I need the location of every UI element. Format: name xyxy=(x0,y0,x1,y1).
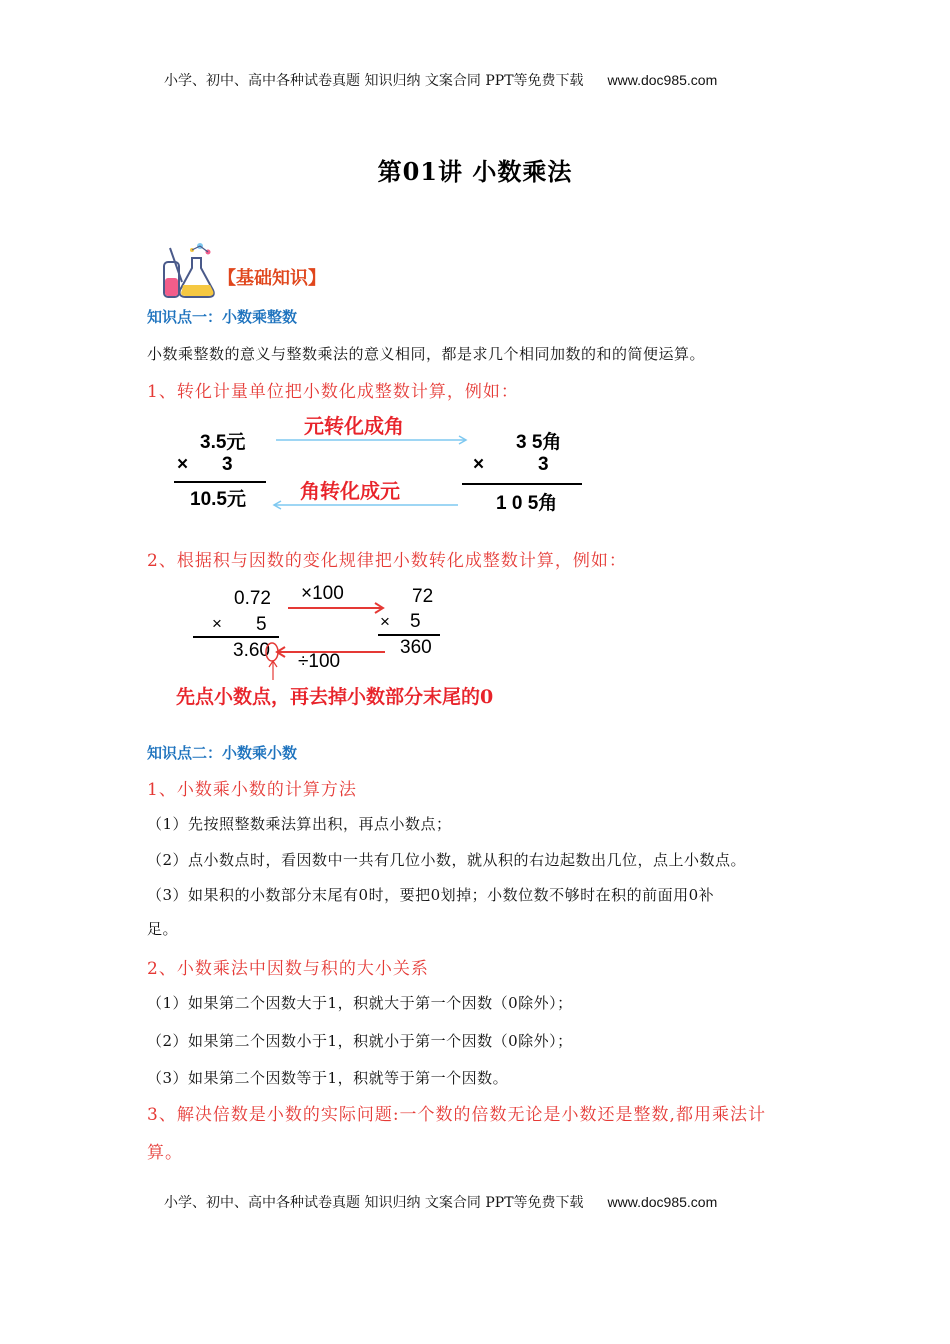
section2-item1-1: （1）先按照整数乘法算出积，再点小数点； xyxy=(147,815,452,833)
section2-point3-cont: 算。 xyxy=(147,1143,183,1163)
section2-point2: 2、小数乘法中因数与积的大小关系 xyxy=(147,959,429,979)
section2-heading: 知识点二：小数乘小数 xyxy=(147,744,298,762)
flask-icon xyxy=(156,238,218,300)
section2-item2-3: （3）如果第二个因数等于1，积就等于第一个因数。 xyxy=(147,1069,509,1087)
section1-intro: 小数乘整数的意义与整数乘法的意义相同，都是求几个相同加数的和的简便运算。 xyxy=(147,345,706,363)
basic-knowledge-badge: 【基础知识】 xyxy=(218,268,326,289)
ex2-right-times: × xyxy=(380,612,390,631)
ex1-left-top: 3.5元 xyxy=(200,432,246,453)
page-header xyxy=(164,70,717,90)
header-text: 小学、初中、高中各种试卷真题 知识归纳 文案合同 PPT等免费下载 xyxy=(164,73,584,89)
ex2-left-times: × xyxy=(212,614,222,633)
ex2-right-result: 360 xyxy=(400,637,432,658)
ex1-left-factor: 3 xyxy=(222,454,233,475)
ex2-right-top: 72 xyxy=(412,586,434,607)
section2-point3: 3、解决倍数是小数的实际问题:一个数的倍数无论是小数还是整数,都用乘法计 xyxy=(147,1105,766,1125)
ex2-left-factor: 5 xyxy=(256,614,267,635)
section1-point2: 2、根据积与因数的变化规律把小数转化成整数计算，例如： xyxy=(147,551,627,571)
section2-item1-3: （3）如果积的小数部分末尾有0时，要把0划掉；小数位数不够时在积的前面用0补 xyxy=(147,886,715,904)
ex1-left-times: × xyxy=(177,454,189,475)
ex1-right-top: 3 5角 xyxy=(516,432,562,453)
ex1-arrows xyxy=(270,432,470,512)
ex1-right-line xyxy=(462,483,582,485)
ex1-arrow-bottom-label: 角转化成元 xyxy=(300,479,400,503)
ex1-left-result: 10.5元 xyxy=(190,489,246,510)
section2-item1-2: （2）点小数点时，看因数中一共有几位小数，就从积的右边起数出几位，点上小数点。 xyxy=(147,851,747,869)
footer-text: 小学、初中、高中各种试卷真题 知识归纳 文案合同 PPT等免费下载 xyxy=(164,1195,584,1211)
section2-point1: 1、小数乘小数的计算方法 xyxy=(147,780,357,800)
ex1-left-line xyxy=(174,481,266,483)
ex1-right-factor: 3 xyxy=(538,454,549,475)
page-title: 第01讲 小数乘法 xyxy=(377,157,573,186)
ex1-right-result: 1 0 5角 xyxy=(496,493,558,514)
ex2-arrow-top-label: ×100 xyxy=(301,583,344,604)
ex1-arrow-top-label: 元转化成角 xyxy=(304,414,404,438)
ex2-note: 先点小数点，再去掉小数部分末尾的0 xyxy=(176,686,494,708)
ex2-right-factor: 5 xyxy=(410,611,421,632)
section1-heading: 知识点一：小数乘整数 xyxy=(147,308,298,326)
ex1-right-times: × xyxy=(473,454,485,475)
ex2-arrows xyxy=(255,600,395,680)
section2-item2-1: （1）如果第二个因数大于1，积就大于第一个因数（0除外）； xyxy=(147,994,573,1012)
section2-item1-3-cont: 足。 xyxy=(147,920,179,938)
ex2-left-top: 0.72 xyxy=(234,588,271,609)
section1-point1: 1、转化计量单位把小数化成整数计算，例如： xyxy=(147,382,519,402)
section2-item2-2: （2）如果第二个因数小于1，积就小于第一个因数（0除外）； xyxy=(147,1032,573,1050)
ex2-arrow-bottom-label: ÷100 xyxy=(298,651,341,672)
header-url[interactable]: www.doc985.com xyxy=(607,72,718,88)
footer-url[interactable]: www.doc985.com xyxy=(607,1194,718,1210)
page-footer xyxy=(164,1192,717,1212)
ex2-left-result: 3.60 xyxy=(233,640,270,661)
